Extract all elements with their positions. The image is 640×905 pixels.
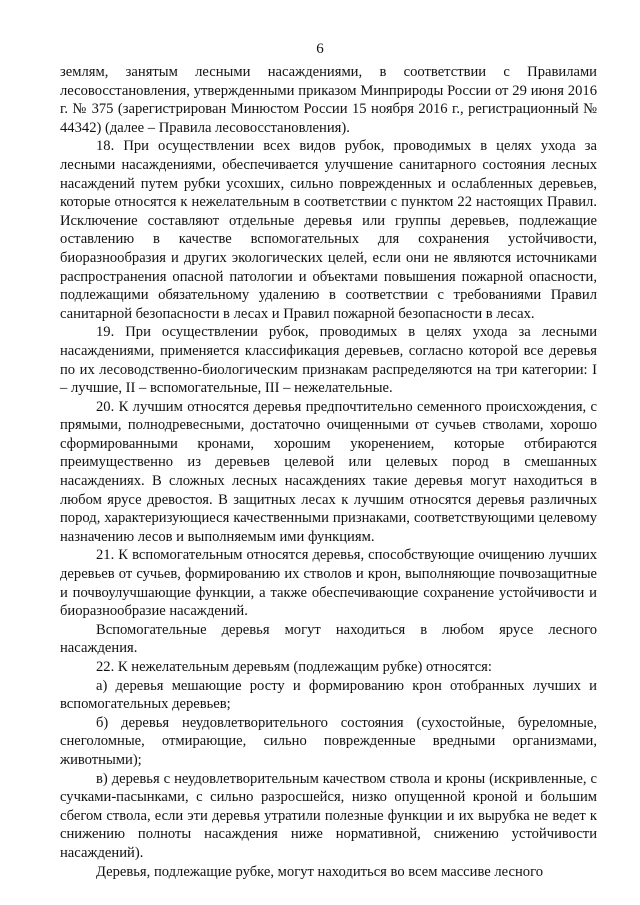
paragraph-continuation: землям, занятым лесными насаждениями, в соответствии с Правилами лесовосстановления, утвержденными приказом Минприроды России от 29 июня 2016 г. № 375 (зарегистрирован Минюстом России 15 ноября 2016 г., регистрационный № 44342) (далее – Правила лесовосстановления). [60,64,597,136]
document-body [60,63,597,881]
paragraph-22-v: в) деревья с неудовлетворительным качеством ствола и кроны (искривленные, с сучками-пасынками, с сильно разросшейся, низко опущенной кроной и большим сбегом ствола, если эти деревья утратили полезные функции и их вырубка не ведет к снижению полноты насаждения ниже нормативной, снижению устойчивости насаждений). [60,770,597,861]
paragraph-22-a: а) деревья мешающие росту и формированию крон отобранных лучших и вспомогательных деревьев; [60,677,597,713]
paragraph-21: 21. К вспомогательным относятся деревья, способствующие очищению лучших деревьев от сучьев, формированию их стволов и крон, выполняющие почвозащитные и почвоулучшающие функции, а также обеспечивающие сохранение устойчивости и биоразнообразие насаждений. [60,547,597,620]
paragraph-19: 19. При осуществлении рубок, проводимых в целях ухода за лесными насаждениями, применяется классификация деревьев, согласно которой все деревья по их лесоводственно-биологическим признакам распределяются на три категории: I – лучшие, II – вспомогательные, III – нежелательные. [60,324,597,397]
paragraph-22: 22. К нежелательным деревьям (подлежащим рубке) относятся: [96,659,492,675]
page-number: 6 [316,41,324,57]
paragraph-22-b: б) деревья неудовлетворительного состояния (сухостойные, буреломные, снеголомные, отмирающие, сильно поврежденные вредными организмами, животными); [60,714,597,768]
paragraph-20: 20. К лучшим относятся деревья предпочтительно семенного происхождения, с прямыми, полнодревесными, достаточно очищенными от сучьев стволами, хорошо сформированными кронами, хорошим укоренением, которые отбираются преимущественно из деревьев целевой или целевых пород в смешанных насаждениях. В сложных лесных насаждениях такие деревья могут находиться в любом ярусе древостоя. В защитных лесах к лучшим относятся деревья различных пород, характеризующиеся качественными признаками, соответствующими целевому назначению лесов и выполняемым ими функциям. [60,398,597,545]
paragraph-18: 18. При осуществлении всех видов рубок, проводимых в целях ухода за лесными насаждениями, обеспечивается улучшение санитарного состояния лесных насаждений путем рубки усохших, сильно поврежденных и ослабленных деревьев, которые относятся к нежелательным в соответствии с пунктом 22 настоящих Правил. Исключение составляют отдельные деревья или группы деревьев, подлежащие оставлению в качестве вспомогательных для сохранения устойчивости, биоразнообразия и других экологических целей, если они не являются источниками распространения опасной патологии и объектами повышения пожарной опасности, подлежащими обязательному удалению в соответствии с требованиями Правил санитарной безопасности в лесах и Правил пожарной безопасности в лесах. [60,138,597,322]
paragraph-21-note: Вспомогательные деревья могут находиться в любом ярусе лесного насаждения. [60,621,597,657]
paragraph-trailing: Деревья, подлежащие рубке, могут находиться во всем массиве лесного [96,863,544,880]
